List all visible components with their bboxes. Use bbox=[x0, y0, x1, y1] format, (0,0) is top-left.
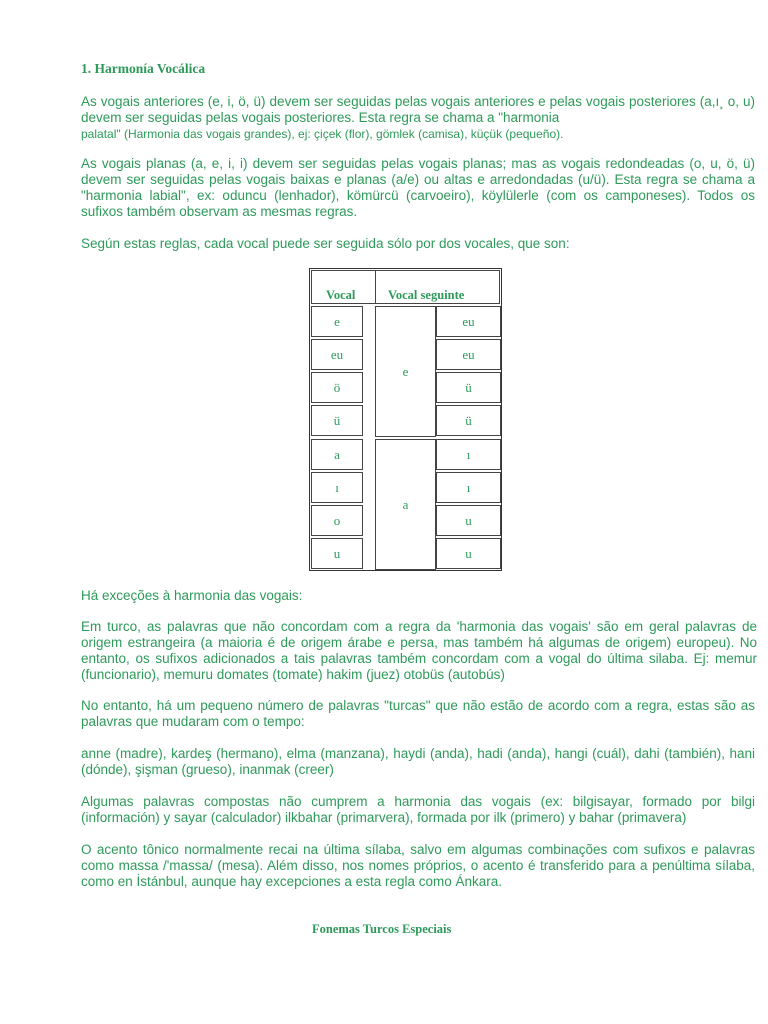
right-vowel-cell: ü bbox=[436, 405, 501, 436]
left-vowel-cell: o bbox=[311, 505, 363, 536]
right-vowel-cell: u bbox=[436, 538, 501, 569]
right-vowel-cell: ı bbox=[436, 472, 501, 503]
paragraph-word-list: anne (madre), kardeş (hermano), elma (manzana), haydi (anda), hadi (anda), hangi (cuál), dahi (también), hani (dónde), şişman (grueso), inanmak (creer) bbox=[81, 746, 755, 777]
paragraph-stress: O acento tônico normalmente recai na última sílaba, salvo em algumas combinações com sufixos e palavras como massa /'massa/ (mesa). Além disso, nos nomes próprios, o acento é transferido para a penúltima sílaba, como en İstánbul, aunque hay excepciones a esta regla como Ánkara. bbox=[81, 842, 755, 889]
left-vowel-cell: ı bbox=[311, 472, 363, 503]
paragraph-exceptions-heading: Há exceções à harmonia das vogais: bbox=[81, 588, 303, 603]
next-section-title: Fonemas Turcos Especiais bbox=[312, 922, 452, 936]
right-vowel-cell: eu bbox=[436, 339, 501, 370]
paragraph-compound-words: Algumas palavras compostas não cumprem a harmonia das vogais (ex: bilgisayar, formado por bilgi (información) y sayar (calculador) ilkbahar (primarvera), formada por ilk (primero) y bahar (primavera) bbox=[81, 794, 755, 825]
header-vowel: Vocal bbox=[326, 288, 356, 302]
paragraph-labial-harmony: As vogais planas (a, e, i, i) devem ser seguidas pelas vogais planas; mas as vogais redondeadas (o, u, ö, ü) devem ser seguidas pelas vogais baixas e planas (a/e) ou altas e arredondadas (u/ü). Esta regra se chama a "harmonia labial", ex: oduncu (lenhador), kömürcü (carvoeiro), köylülerle (com os camponeses). Todos os sufixos também observam as mesmas regras. bbox=[81, 156, 755, 219]
left-vowel-cell: a bbox=[311, 439, 363, 470]
left-vowel-cell: e bbox=[311, 306, 363, 337]
paragraph-rule-intro: Según estas reglas, cada vocal puede ser seguida sólo por dos vocales, que son: bbox=[81, 236, 570, 251]
paragraph-front-vowels-main: As vogais anteriores (e, i, ö, ü) devem ser seguidas pelas vogais anteriores e pelas vogais posteriores (a,ı¸ o, u) devem ser seguidas pelas vogais posteriores. Esta regra se chama a "harmonia bbox=[81, 94, 755, 125]
right-vowel-cell: eu bbox=[436, 306, 501, 337]
middle-vowel-group-front: e bbox=[375, 306, 436, 437]
paragraph-front-vowels bbox=[81, 94, 755, 142]
left-vowel-cell: u bbox=[311, 538, 363, 569]
right-vowel-cell: ü bbox=[436, 372, 501, 403]
section-title: 1. Harmonía Vocálica bbox=[81, 61, 206, 76]
middle-vowel-group-back: a bbox=[375, 439, 436, 570]
left-vowel-cell: ö bbox=[311, 372, 363, 403]
paragraph-front-vowels-example: palatal" (Harmonia das vogais grandes), ej: çiçek (flor), gömlek (camisa), küçük (pequeño). bbox=[81, 127, 564, 141]
vowel-table-header-divider bbox=[375, 270, 376, 304]
paragraph-turkish-exceptions: No entanto, há um pequeno número de palavras "turcas" que não estão de acordo com a regra, estas são as palavras que mudaram com o tempo: bbox=[81, 698, 755, 729]
header-next-vowel: Vocal seguinte bbox=[388, 288, 465, 302]
left-vowel-cell: eu bbox=[311, 339, 363, 370]
right-vowel-cell: ı bbox=[436, 439, 501, 470]
left-vowel-cell: ü bbox=[311, 405, 363, 436]
right-vowel-cell: u bbox=[436, 505, 501, 536]
paragraph-foreign-words: Em turco, as palavras que não concordam com a regra da 'harmonia das vogais' são em geral palavras de origem estrangeira (a maioria é de origem árabe e persa, mas também há algumas de origem) europeu). No entanto, os sufixos adicionados a tais palavras também concordam com a vogal do última silaba. Ej: memur (funcionario), memuru domates (tomate) hakim (juez) otobüs (autobús) bbox=[81, 619, 757, 682]
